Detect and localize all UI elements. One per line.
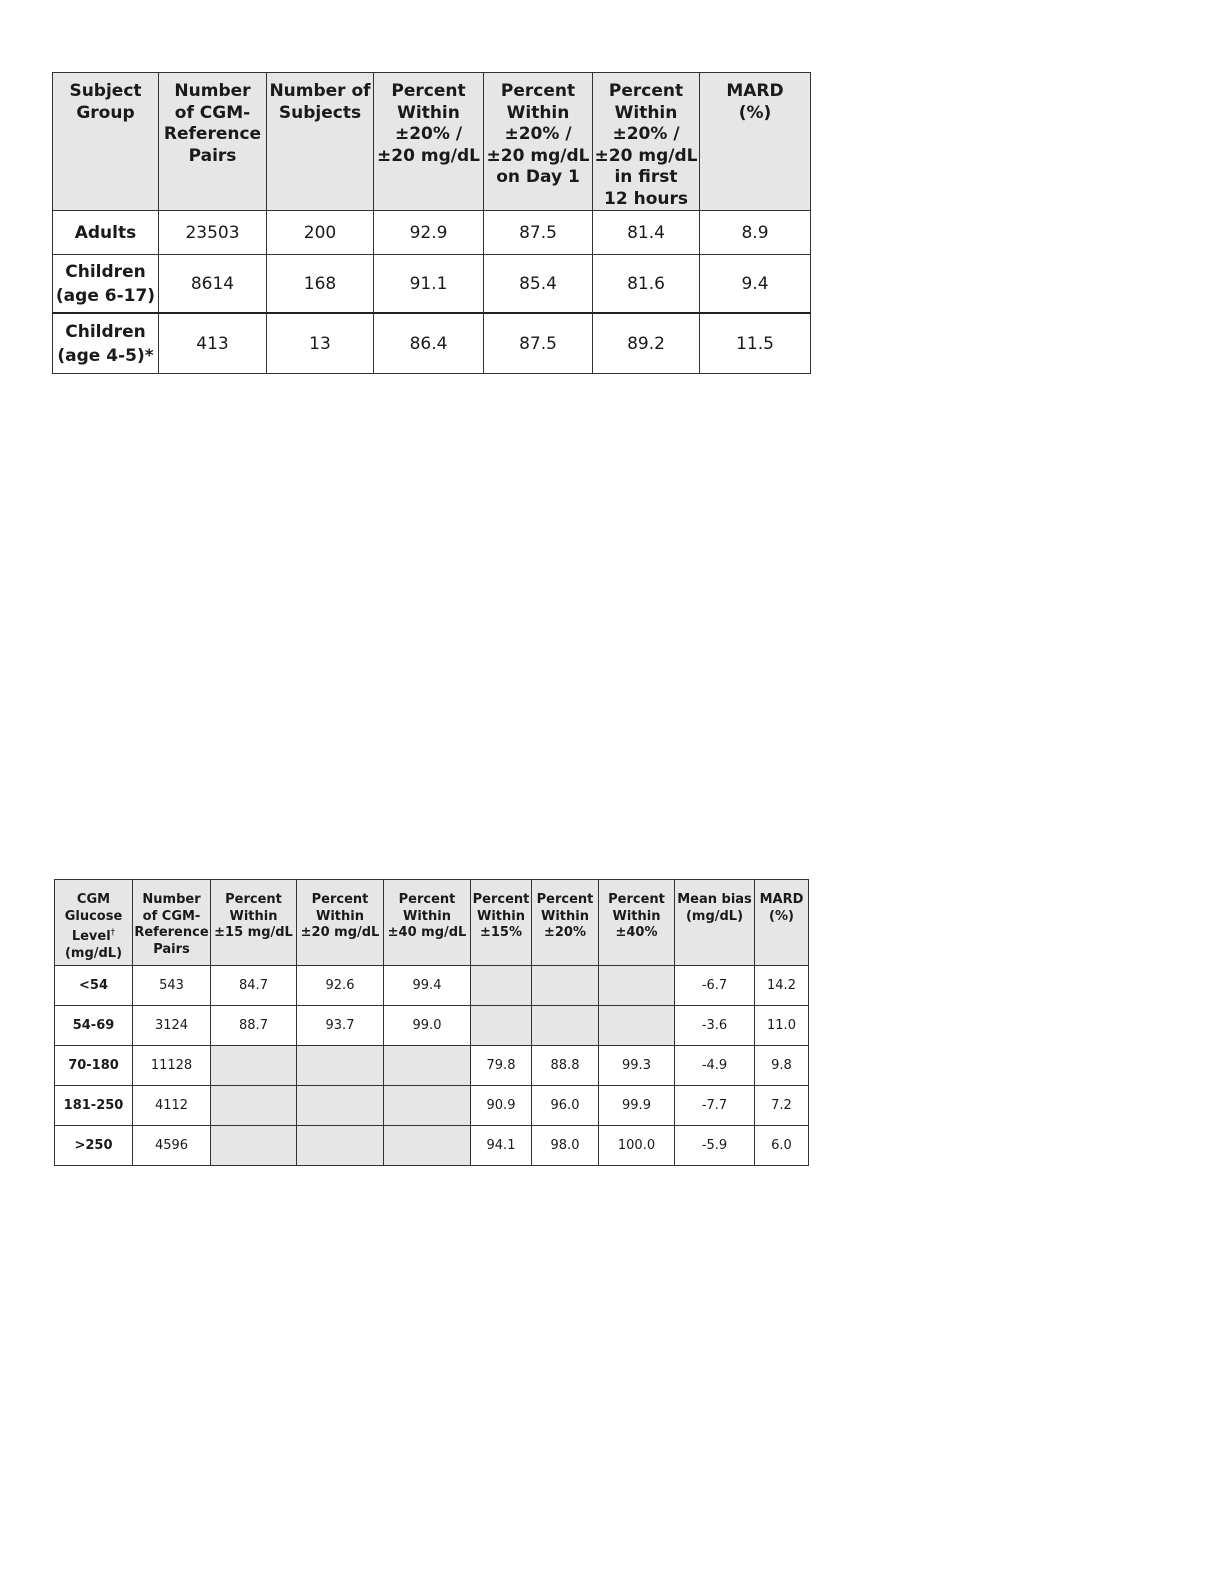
table-cell: 92.9 — [374, 211, 484, 255]
table-cell: 84.7 — [211, 966, 297, 1006]
line-text: ±20% / — [394, 124, 463, 144]
line-text: Children — [65, 321, 146, 342]
empty-cell — [211, 1126, 297, 1166]
table-row — [55, 1006, 809, 1046]
line-text: Number — [142, 892, 201, 907]
table-cell: 23503 — [159, 211, 267, 255]
line-text: Percent — [536, 892, 594, 907]
line-text: MARD — [759, 892, 804, 907]
empty-cell — [599, 966, 675, 1006]
line-text: CGM — [76, 892, 111, 907]
table-cell: 81.6 — [593, 255, 700, 314]
table-row — [55, 966, 809, 1006]
table-row — [55, 1046, 809, 1086]
table-cell: 99.3 — [599, 1046, 675, 1086]
line-text: in first — [614, 167, 678, 187]
table-cell: 4596 — [133, 1126, 211, 1166]
table-cell: 92.6 — [297, 966, 384, 1006]
table-cell: 543 — [133, 966, 211, 1006]
column-header — [267, 73, 374, 211]
column-header — [211, 880, 297, 966]
column-header — [53, 73, 159, 211]
table-cell: -4.9 — [675, 1046, 755, 1086]
line-text: Percent — [391, 81, 466, 101]
empty-cell — [297, 1126, 384, 1166]
line-text: Percent — [472, 892, 530, 907]
column-header — [532, 880, 599, 966]
column-header — [599, 880, 675, 966]
empty-cell — [599, 1006, 675, 1046]
column-header — [159, 73, 267, 211]
column-header — [374, 73, 484, 211]
line-text: Within — [477, 908, 525, 924]
line-text: ±20 mg/dL — [300, 925, 380, 940]
empty-cell — [384, 1086, 471, 1126]
table-row — [53, 255, 811, 314]
table-cell: 89.2 — [593, 313, 700, 374]
table-cell: 168 — [267, 255, 374, 314]
column-header — [55, 880, 133, 966]
line-text: on Day 1 — [496, 167, 580, 187]
table-cell: 87.5 — [484, 313, 593, 374]
empty-cell — [297, 1046, 384, 1086]
table-row — [55, 1086, 809, 1126]
table-cell: 11128 — [133, 1046, 211, 1086]
line-text: Subject — [69, 81, 142, 101]
table-cell: 98.0 — [532, 1126, 599, 1166]
table-cell: 90.9 — [471, 1086, 532, 1126]
line-text: Adults — [74, 222, 137, 243]
line-text: (mg/dL) — [64, 945, 123, 961]
table-cell: 4112 — [133, 1086, 211, 1126]
line-text: ±20 mg/dL — [486, 145, 590, 166]
row-header-cell: <54 — [55, 966, 133, 1006]
line-text: ±20% — [543, 925, 586, 940]
line-text: Pairs — [153, 941, 190, 957]
line-text: Reference — [163, 124, 262, 144]
table-cell: 14.2 — [755, 966, 809, 1006]
line-text: Percent — [608, 892, 665, 907]
line-text: Pairs — [188, 145, 237, 166]
line-text: Percent — [500, 81, 576, 101]
line-text: Percent — [225, 892, 282, 907]
table-row — [53, 313, 811, 374]
line-text: MARD — [726, 81, 784, 101]
table-cell: -6.7 — [675, 966, 755, 1006]
empty-cell — [384, 1046, 471, 1086]
table-cell: 100.0 — [599, 1126, 675, 1166]
column-header — [700, 73, 811, 211]
line-text: Within — [506, 102, 570, 123]
line-text: Within — [229, 908, 278, 924]
line-text: (%) — [769, 908, 794, 924]
line-text: Within — [541, 908, 589, 924]
table-cell: 99.9 — [599, 1086, 675, 1126]
table-cell: 94.1 — [471, 1126, 532, 1166]
table-cell: 3124 — [133, 1006, 211, 1046]
line-text: ±15 mg/dL — [214, 925, 293, 940]
row-header-cell: 181-250 — [55, 1086, 133, 1126]
table-cell: 81.4 — [593, 211, 700, 255]
line-text: ±20% / — [504, 124, 572, 144]
line-text: Percent — [608, 81, 684, 101]
row-header-cell: >250 — [55, 1126, 133, 1166]
line-text: (%) — [738, 102, 772, 123]
row-header-cell — [53, 255, 159, 314]
row-header-cell: 54-69 — [55, 1006, 133, 1046]
column-header — [593, 73, 700, 211]
line-text: Reference — [134, 925, 209, 940]
column-header — [133, 880, 211, 966]
line-text: of CGM- — [174, 102, 251, 123]
row-header-cell — [53, 211, 159, 255]
accuracy-by-glucose-level-table — [54, 879, 809, 1166]
table-cell: 9.4 — [700, 255, 811, 314]
empty-cell — [211, 1086, 297, 1126]
table-cell: 11.0 — [755, 1006, 809, 1046]
line-text: Mean bias — [677, 892, 752, 907]
line-text: (age 6-17) — [55, 285, 156, 306]
line-text: ±20 mg/dL — [594, 145, 698, 166]
empty-cell — [471, 1006, 532, 1046]
line-text: Within — [612, 908, 661, 924]
table-cell: 413 — [159, 313, 267, 374]
table-cell: -3.6 — [675, 1006, 755, 1046]
table-row — [55, 1126, 809, 1166]
table-cell: 96.0 — [532, 1086, 599, 1126]
table-cell: 91.1 — [374, 255, 484, 314]
line-text: Number of — [269, 81, 371, 101]
line-text: Within — [403, 908, 451, 924]
table-header-row — [55, 880, 809, 966]
table-cell: 8614 — [159, 255, 267, 314]
footnote-mark: † — [110, 928, 116, 938]
line-text: Glucose — [64, 908, 123, 924]
table-cell: 8.9 — [700, 211, 811, 255]
line-text: Percent — [398, 892, 456, 907]
column-header — [484, 73, 593, 211]
line-text: Group — [76, 102, 135, 123]
line-text: ±40% — [615, 925, 658, 940]
column-header — [755, 880, 809, 966]
table-cell: 11.5 — [700, 313, 811, 374]
line-text: Level — [71, 929, 111, 944]
empty-cell — [532, 1006, 599, 1046]
row-header-cell — [53, 313, 159, 374]
table-cell: 99.0 — [384, 1006, 471, 1046]
line-text: ±15% — [479, 925, 522, 940]
column-header — [384, 880, 471, 966]
empty-cell — [532, 966, 599, 1006]
empty-cell — [297, 1086, 384, 1126]
line-text: 12 hours — [604, 188, 688, 209]
accuracy-by-subject-group-table — [52, 72, 811, 374]
table-cell: 200 — [267, 211, 374, 255]
table-cell: 85.4 — [484, 255, 593, 314]
empty-cell — [211, 1046, 297, 1086]
table-cell: 87.5 — [484, 211, 593, 255]
column-header — [675, 880, 755, 966]
table-cell: 99.4 — [384, 966, 471, 1006]
line-text: Number — [174, 81, 251, 101]
table-cell: -7.7 — [675, 1086, 755, 1126]
line-text: ±20% / — [612, 124, 680, 144]
line-text: ±20 mg/dL — [377, 145, 480, 166]
line-text: (mg/dL) — [685, 908, 744, 924]
empty-cell — [384, 1126, 471, 1166]
table-cell: 79.8 — [471, 1046, 532, 1086]
table-cell: -5.9 — [675, 1126, 755, 1166]
line-text: Children — [65, 261, 146, 282]
line-text: Within — [614, 102, 678, 123]
table-header-row — [53, 73, 811, 211]
table-cell: 9.8 — [755, 1046, 809, 1086]
line-text: Subjects — [278, 102, 362, 123]
empty-cell — [471, 966, 532, 1006]
table-cell: 88.8 — [532, 1046, 599, 1086]
table-cell: 93.7 — [297, 1006, 384, 1046]
line-text: Within — [316, 908, 364, 924]
line-text: ±40 mg/dL — [387, 925, 467, 940]
table-cell: 88.7 — [211, 1006, 297, 1046]
line-text: Percent — [311, 892, 369, 907]
row-header-cell: 70-180 — [55, 1046, 133, 1086]
table-cell: 6.0 — [755, 1126, 809, 1166]
column-header — [471, 880, 532, 966]
line-text: of CGM- — [142, 908, 201, 924]
table-cell: 86.4 — [374, 313, 484, 374]
line-text: Within — [397, 102, 460, 123]
column-header — [297, 880, 384, 966]
line-text: (age 4-5)* — [57, 345, 154, 366]
table-cell: 7.2 — [755, 1086, 809, 1126]
table-row — [53, 211, 811, 255]
table-cell: 13 — [267, 313, 374, 374]
